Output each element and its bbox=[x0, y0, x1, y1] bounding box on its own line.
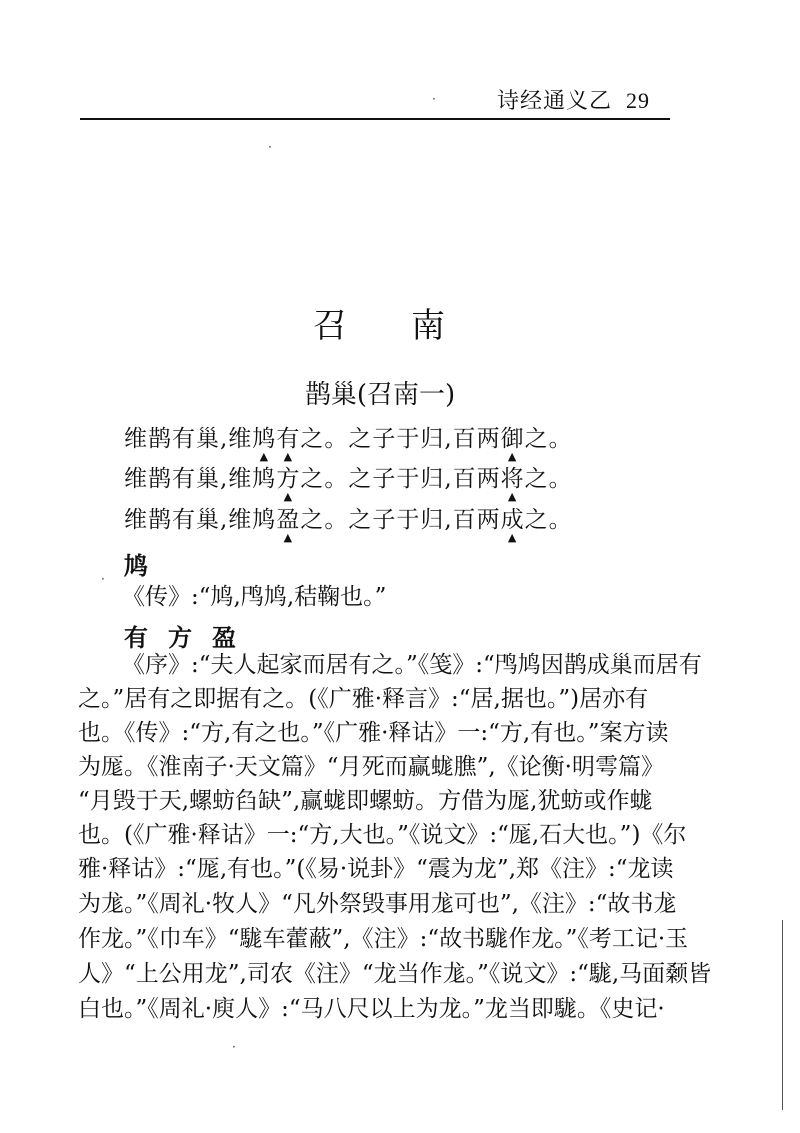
body-line-8: 为尨。”《周礼·牧人》“凡外祭毁事用尨可也”,《注》:“故书尨 bbox=[78, 891, 677, 917]
emphasis-char: 成 ▲ bbox=[501, 505, 525, 535]
header-title: 诗经通义乙 bbox=[496, 89, 612, 114]
running-header bbox=[497, 84, 650, 115]
emphasis-char: 方 ▲ bbox=[276, 464, 300, 494]
body-line-3: 也。《传》:“方,有之也。”《广雅·释诂》一:“方,有也。”案方读 bbox=[78, 720, 669, 746]
emphasis-char: 将 ▲ bbox=[501, 464, 525, 494]
header-rule bbox=[80, 118, 670, 120]
commentary-line: 《传》:“鸠,鸤鸠,秸鞠也。” bbox=[122, 584, 387, 610]
scan-speck: · bbox=[232, 1040, 236, 1054]
emphasis-char: 鸠 ▲ bbox=[252, 424, 276, 454]
verse-line-2: 维鹊有巢,维鸠方 ▲之。之子于归,百两将 ▲之。 bbox=[124, 464, 573, 494]
section-title-right: 南 bbox=[411, 306, 447, 346]
page-number: 29 bbox=[626, 88, 650, 113]
scan-speck: · bbox=[432, 92, 436, 106]
verse-line-1: 维鹊有巢,维鸠 ▲有 ▲之。之子于归,百两御 ▲之。 bbox=[124, 424, 573, 454]
body-line-2: 之。”居有之即据有之。(《广雅·释言》:“居,据也。”)居亦有 bbox=[78, 686, 649, 712]
body-line-1: 《序》:“夫人起家而居有之。”《笺》:“鸤鸠因鹊成巢而居有 bbox=[122, 652, 702, 678]
margin-scan-line bbox=[782, 920, 783, 1110]
body-line-11: 白也。”《周礼·庾人》:“马八尺以上为龙。”龙当即駹。《史记· bbox=[78, 996, 665, 1022]
gloss-heading-you-fang-ying: 有方盈 bbox=[124, 624, 256, 652]
section-title-left: 召 bbox=[313, 306, 349, 346]
poem-title: 鹊巢(召南一) bbox=[304, 380, 456, 410]
body-line-10: 人》“上公用龙”,司农《注》“龙当作尨。”《说文》:“駹,马面颡皆 bbox=[78, 961, 712, 987]
body-line-4: 为厖。《淮南子·天文篇》“月死而赢蛖膲”,《论衡·明雩篇》 bbox=[78, 754, 664, 780]
emphasis-char: 御 ▲ bbox=[501, 424, 525, 454]
scan-speck: · bbox=[268, 140, 272, 154]
section-title bbox=[0, 298, 760, 347]
body-line-7: 雅·释诂》:“厖,有也。”(《易·说卦》“震为龙”,郑《注》:“龙读 bbox=[78, 856, 674, 882]
scan-speck: · bbox=[101, 572, 105, 586]
gloss-heading-jiu: 鸠 bbox=[124, 552, 148, 580]
emphasis-char: 有 ▲ bbox=[276, 424, 300, 454]
emphasis-char: 盈 ▲ bbox=[276, 505, 300, 535]
body-line-6: 也。(《广雅·释诂》一:“方,大也。”《说文》:“厖,石大也。”)《尔 bbox=[78, 822, 687, 848]
body-line-9: 作龙。”《巾车》“駹车藿蔽”,《注》:“故书駹作龙。”《考工记·玉 bbox=[78, 926, 689, 952]
verse-line-3: 维鹊有巢,维鸠盈 ▲之。之子于归,百两成 ▲之。 bbox=[124, 505, 573, 535]
body-line-5: “月毁于天,螺蚄臽缺”,赢蛖即螺蚄。方借为厖,犹蚄或作蛖 bbox=[78, 788, 653, 814]
